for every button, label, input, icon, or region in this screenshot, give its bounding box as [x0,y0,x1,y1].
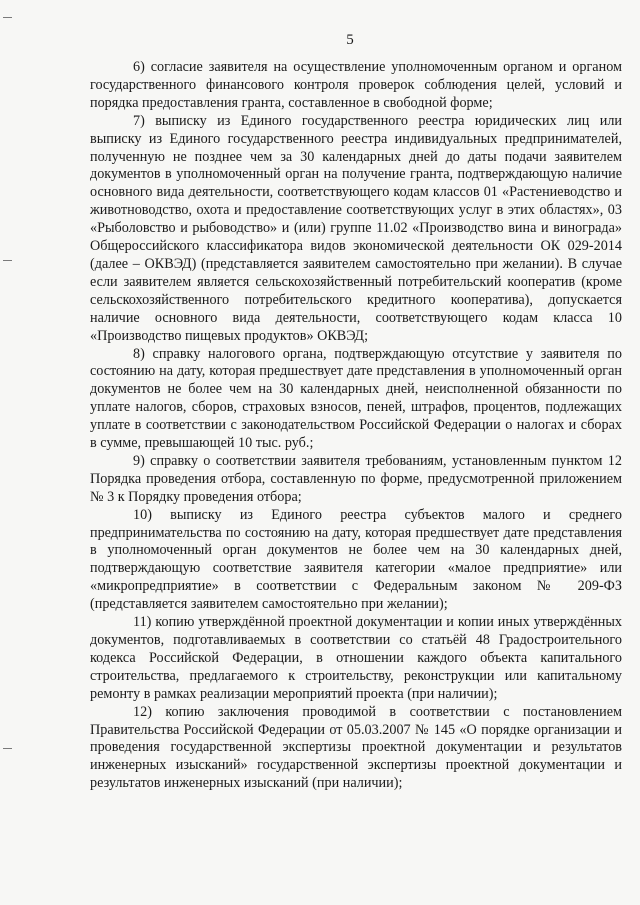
list-item-6: 6) согласие заявителя на осуществление уполномоченным органом и органом государственного финансового контроля проверок соблюдения целей, условий и порядка предоставления гранта, составленное в свободной форме; [90,59,622,111]
list-item-10: 10) выписку из Единого реестра субъектов малого и среднего предпринимательства по состоянию на дату, которая предшествует дате представления в уполномоченный орган документов не более чем на 30 календарных дней, подтверждающую соответствие заявителя категории «малое предприятие» или «микропредприятие» в соответствии с Федеральным законом № 209-ФЗ (представляется заявителем самостоятельно при желании); [90,506,622,613]
list-item-8: 8) справку налогового органа, подтверждающую отсутствие у заявителя по состоянию на дату, которая предшествует дате представления в уполномоченный орган документов не более чем на 30 календарных дней, неисполненной обязанности по уплате налогов, сборов, страховых взносов, пеней, штрафов, процентов, подлежащих уплате в соответствии с законодательством Российской Федерации о налогах и сборах в сумме, превышающей 10 тыс. руб.; [90,345,622,452]
page-number: 5 [346,32,354,48]
scan-mark [3,260,12,261]
list-item-7: 7) выписку из Единого государственного реестра юридических лиц или выписку из Единого государственного реестра индивидуальных предпринимателей, полученную не позднее чем за 30 календарных дней до даты подачи заявителем документов в уполномоченный орган на получение гранта, подтверждающую наличие основного вида деятельности, соответствующего кодам классов 01 «Растениеводство и животноводство, охота и предоставление соответствующих услуг в этих областях», 03 «Рыболовство и рыбоводство» и (или) группе 11.02 «Производство вина и винограда» Общероссийского классификатора видов экономической деятельности ОК 029-2014 (далее – ОКВЭД) (представляется заявителем самостоятельно при желании). В случае если заявителем является сельскохозяйственный потребительский кооператив (кроме сельскохозяйственного потребительского кредитного кооператива), допускается наличие основного вида деятельности, соответствующего кодам класса 10 «Производство пищевых продуктов» ОКВЭД; [90,112,622,344]
scan-mark [3,748,12,749]
list-item-12: 12) копию заключения проводимой в соответствии с постановлением Правительства Российской Федерации от 05.03.2007 № 145 «О порядке организации и проведения государственной экспертизы проектной документации и результатов инженерных изысканий» государственной экспертизы проектной документации и результатов инженерных изысканий (при наличии); [90,703,622,792]
list-item-9: 9) справку о соответствии заявителя требованиям, установленным пунктом 12 Порядка проведения отбора, составленную по форме, предусмотренной приложением № 3 к Порядку проведения отбора; [90,452,622,505]
list-item-11: 11) копию утверждённой проектной документации и копии иных утверждённых документов, подготавливаемых в соответствии со статьёй 48 Градостроительного кодекса Российской Федерации, в отношении каждого объекта капитального строительства, предлагаемого к строительству, реконструкции или капитальному ремонту в рамках реализации мероприятий проекта (при наличии); [90,614,622,702]
document-body [90,0,622,793]
scan-mark [3,17,12,18]
